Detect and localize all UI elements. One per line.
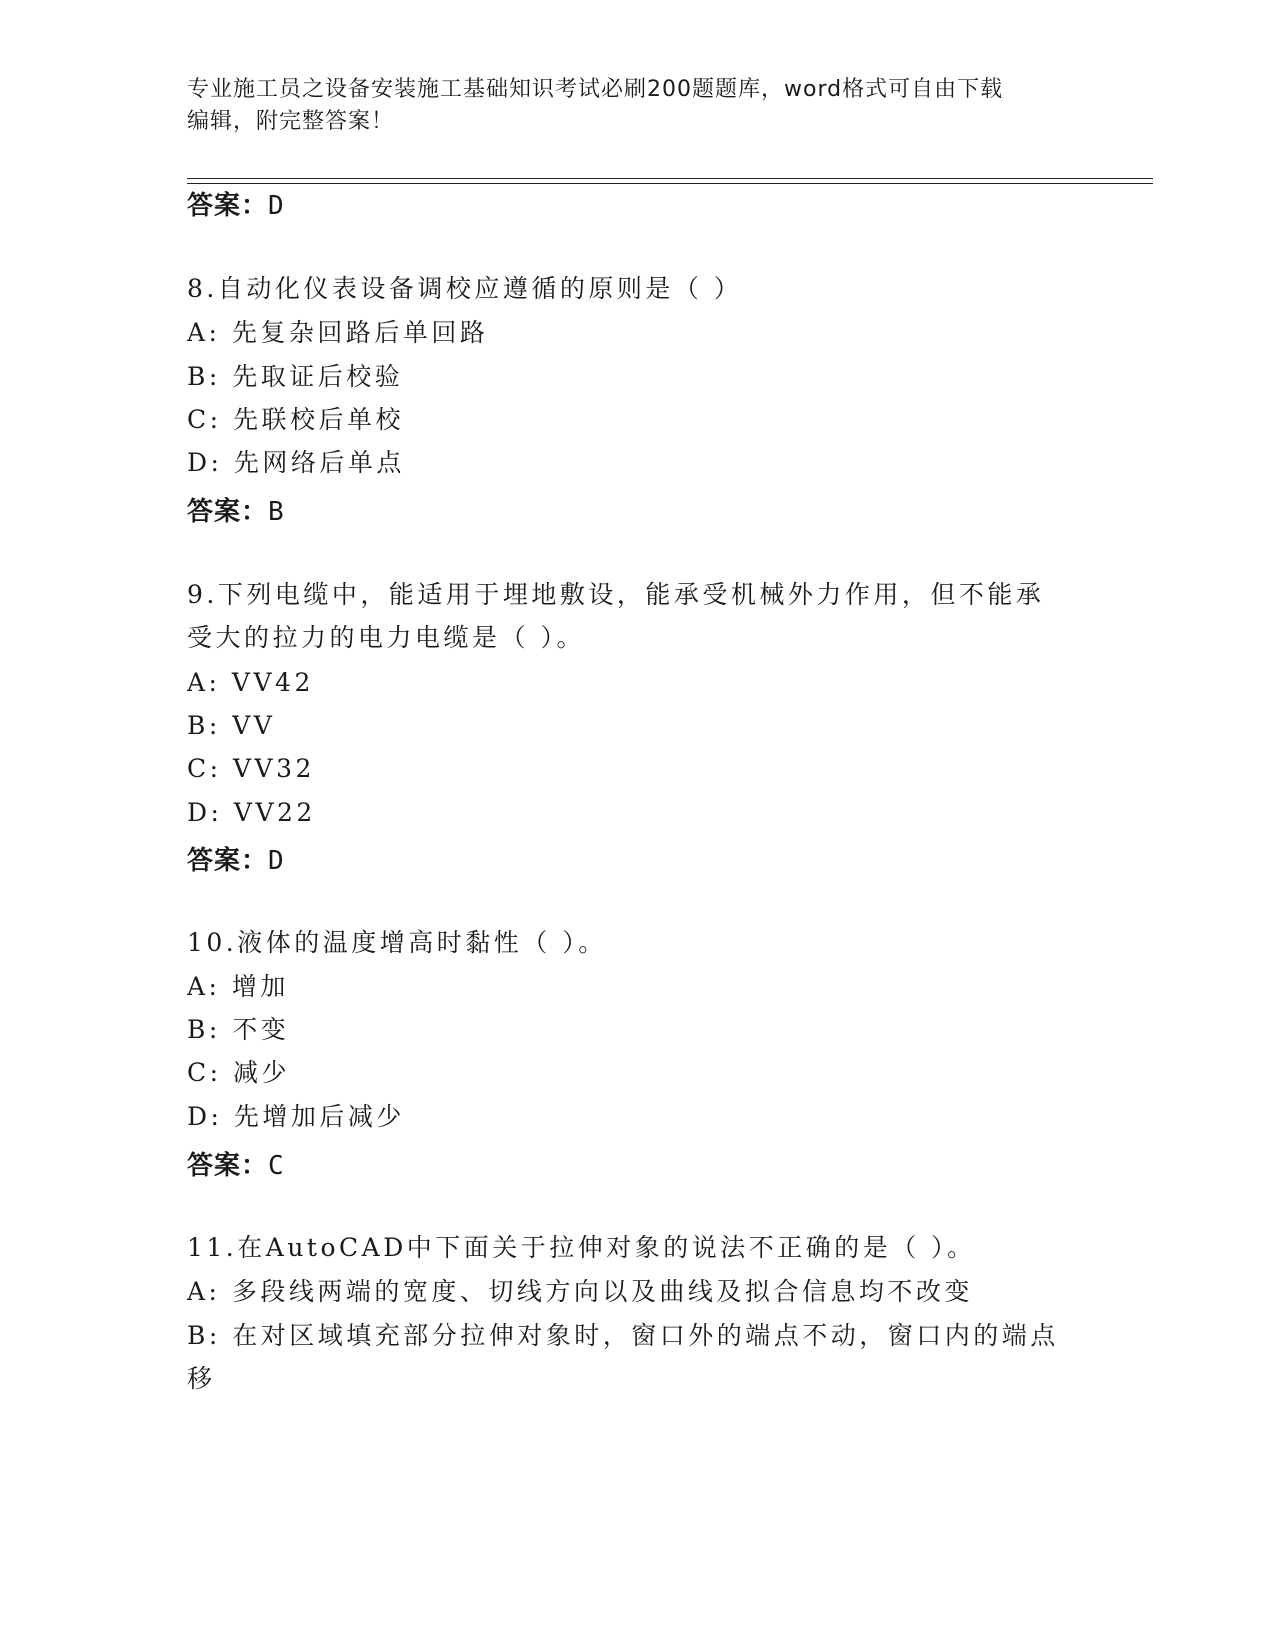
question-8-option-b: B: 先取证后校验 [187,362,404,391]
question-10-option-d: D: 先增加后减少 [187,1102,405,1131]
answer-value: C [268,1151,285,1181]
question-8-option-d: D: 先网络后单点 [187,448,405,477]
question-9-option-d: D: VV22 [187,798,316,827]
question-9-option-b: B: VV [187,711,276,740]
question-11-option-b-continued: 移 [187,1364,216,1393]
question-8-option-c: C: 先联校后单校 [187,405,404,434]
question-11-option-a: A: 多段线两端的宽度、切线方向以及曲线及拟合信息均不改变 [187,1277,973,1306]
question-9-stem-line-2: 受大的拉力的电力电缆是（ ）。 [187,623,585,652]
question-11-option-b: B: 在对区域填充部分拉伸对象时，窗口外的端点不动，窗口内的端点 [187,1321,1059,1350]
answer-value: B [268,497,285,527]
header-line-1: 专业施工员之设备安装施工基础知识考试必刷200题题库，word格式可自由下载 [187,77,1004,102]
question-11-stem: 11.在AutoCAD中下面关于拉伸对象的说法不正确的是（ ）。 [187,1233,976,1262]
question-10-option-c: C: 减少 [187,1058,290,1087]
answer-label: 答案： [187,846,269,876]
answer-label: 答案： [187,191,269,221]
question-10-stem: 10.液体的温度增高时黏性（ ）。 [187,928,607,957]
question-8-stem: 8.自动化仪表设备调校应遵循的原则是（ ） [187,274,743,303]
answer-value: D [268,191,285,221]
question-9-stem-line-1: 9.下列电缆中，能适用于埋地敷设，能承受机械外力作用，但不能承 [187,580,1045,609]
header-line-2: 编辑，附完整答案！ [187,109,395,134]
header-divider-bottom [187,183,1153,184]
answer-9 [187,840,285,877]
header-divider-top [187,178,1153,179]
answer-7 [187,185,285,222]
answer-8 [187,491,285,528]
answer-value: D [268,846,285,876]
question-9-option-c: C: VV32 [187,754,315,783]
answer-label: 答案： [187,497,269,527]
answer-10 [187,1145,285,1182]
document-header [187,74,1067,138]
question-9-option-a: A: VV42 [187,668,314,697]
answer-label: 答案： [187,1151,269,1181]
question-10-option-b: B: 不变 [187,1015,290,1044]
question-10-option-a: A: 增加 [187,972,289,1001]
question-8-option-a: A: 先复杂回路后单回路 [187,318,489,347]
